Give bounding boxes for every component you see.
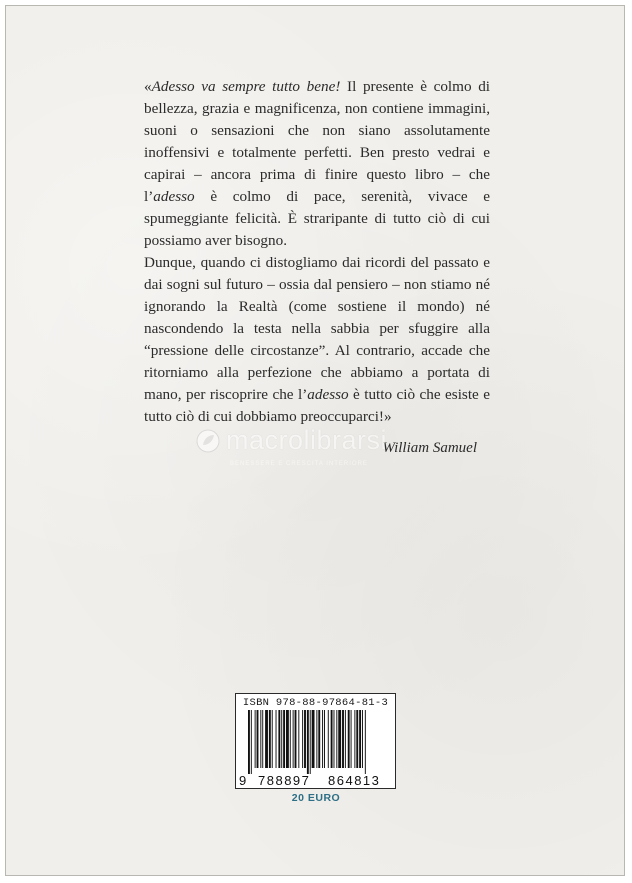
- leaf-icon: [196, 429, 220, 453]
- isbn-label: ISBN 978-88-97864-81-3: [242, 697, 389, 709]
- quote-italic-word: adesso: [153, 188, 195, 205]
- quote-paragraph-2: [144, 252, 490, 428]
- ean-right-digits: 864813: [328, 773, 381, 788]
- back-cover-quote: [144, 76, 490, 428]
- open-quote-mark: «: [144, 78, 152, 95]
- quote-paragraph-1: [144, 76, 490, 252]
- quote-text: Il presente è colmo di bellezza, grazia e magnificenza, non contiene immagini, suoni o sensazioni che non siano assolutamente inoffensivi e totalmente perfetti. Ben presto vedrai e capirai – ancora prima di finire questo libro – che l’: [144, 78, 491, 205]
- ean-first-digit: 9: [239, 773, 247, 788]
- quote-text: è tutto ciò che esiste e tutto ciò di cui dobbiamo preoccuparci!»: [144, 386, 490, 425]
- quote-italic-word: adesso: [307, 386, 349, 403]
- isbn-barcode: [235, 693, 396, 789]
- quote-text: è colmo di pace, serenità, vivace e spumeggiante felicità. È straripante di tutto ciò di cui possiamo aver bisogno.: [144, 188, 490, 249]
- quote-author: William Samuel: [382, 440, 477, 456]
- quote-text: Dunque, quando ci distogliamo dai ricordi del passato e dai sogni sul futuro – ossia dal pensiero – non stiamo né ignorando la Realtà (come sostiene il mondo) né nascondendo la testa nella sabbia per sfuggire alla “pressione delle circostanze”. Al contrario, accade che ritorniamo alla perfezione che abbiamo a portata di mano, per riscoprire che l’: [144, 254, 490, 403]
- quote-italic-lead: Adesso va sempre tutto bene!: [151, 78, 341, 95]
- price-label: 20 EURO: [291, 792, 341, 804]
- barcode-bars: [246, 710, 387, 774]
- back-cover: [5, 5, 625, 876]
- ean-left-digits: 788897: [258, 773, 311, 788]
- watermark-brand: macrolibrarsi: [226, 425, 388, 455]
- watermark-tagline: BENESSERE E CRESCITA INTERIORE: [230, 461, 368, 467]
